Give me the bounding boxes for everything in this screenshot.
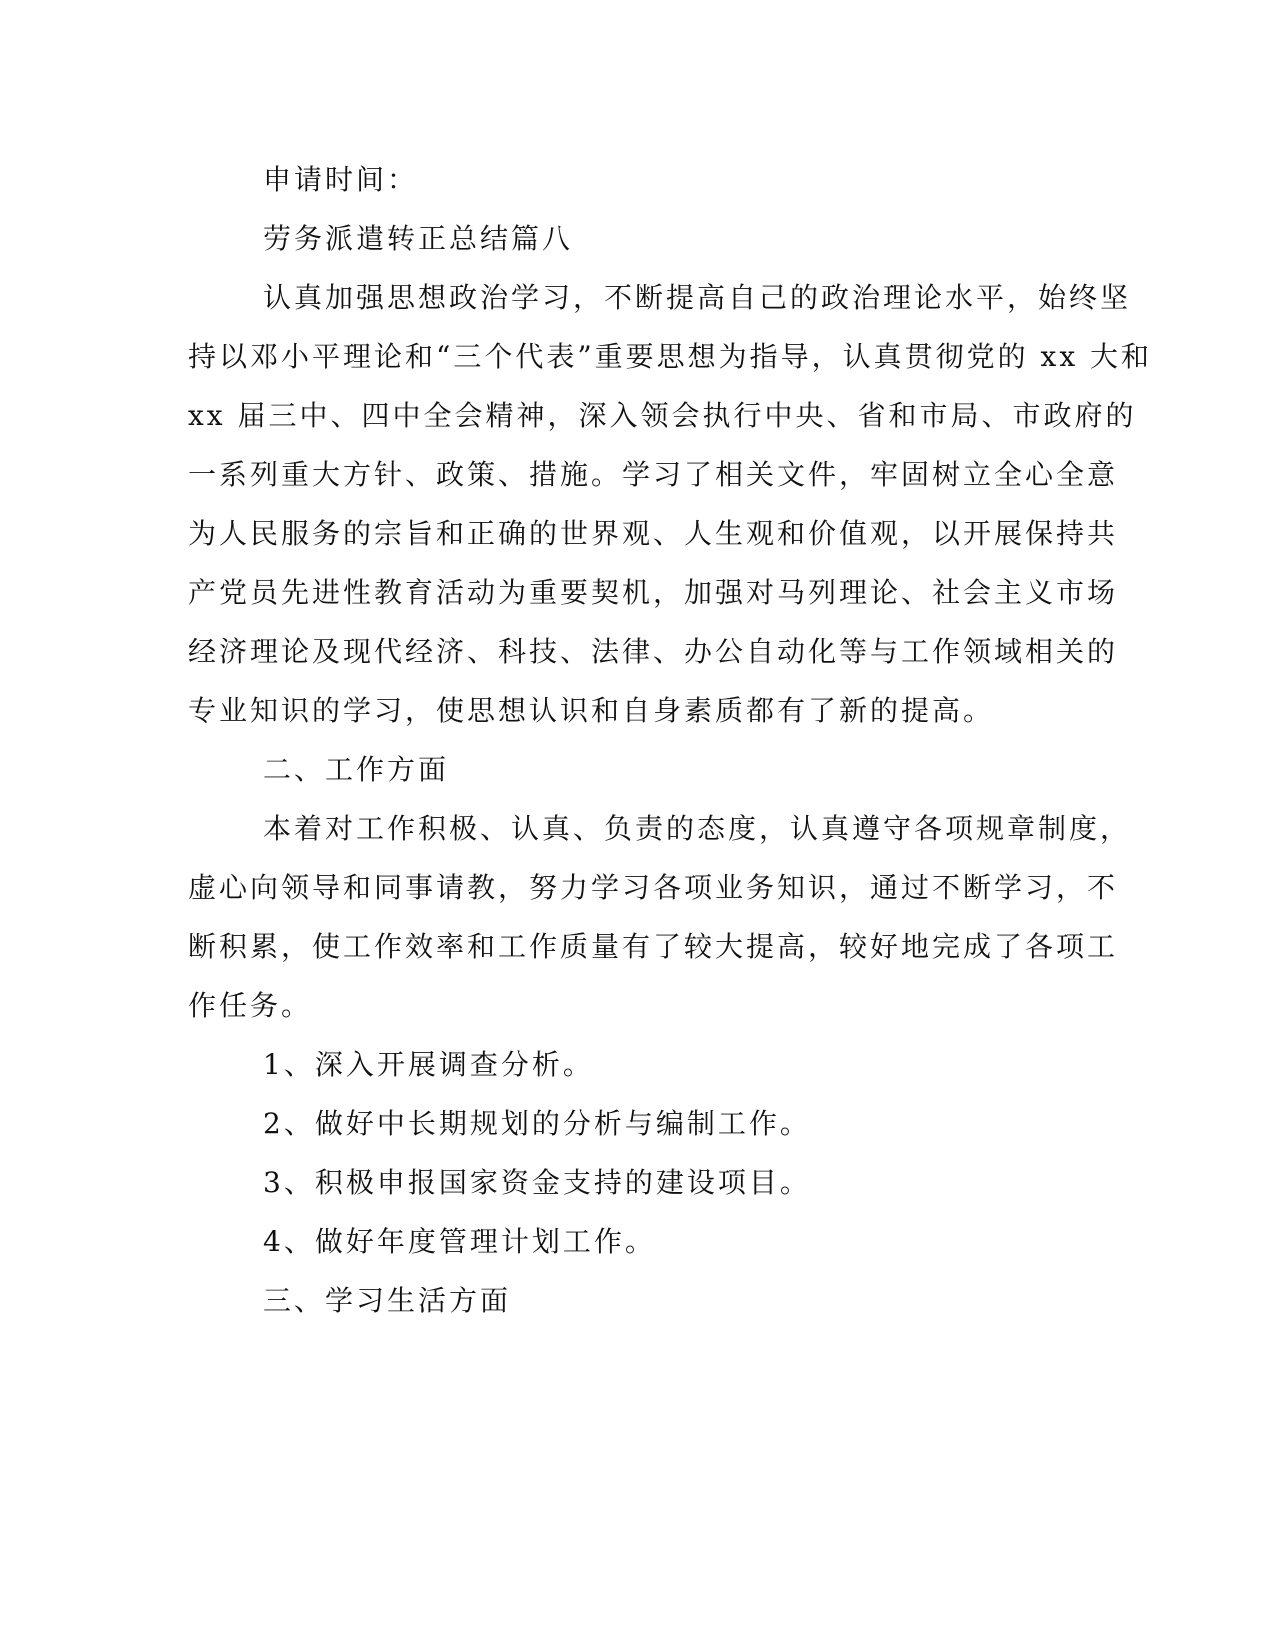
- paragraph-line: 持以邓小平理论和“三个代表”重要思想为指导，认真贯彻党的 xx 大和: [188, 340, 1153, 373]
- section-heading-work: 二、工作方面: [263, 753, 450, 786]
- paragraph-line: 经济理论及现代经济、科技、法律、办公自动化等与工作领域相关的: [188, 635, 1119, 668]
- section-heading-study-life: 三、学习生活方面: [263, 1284, 512, 1317]
- list-item: 3、积极申报国家资金支持的建设项目。: [263, 1166, 811, 1199]
- paragraph-line: 产党员先进性教育活动为重要契机，加强对马列理论、社会主义市场: [188, 576, 1119, 609]
- paragraph-line: 专业知识的学习，使思想认识和自身素质都有了新的提高。: [188, 694, 995, 727]
- paragraph-line: xx 届三中、四中全会精神，深入领会执行中央、省和市局、市政府的: [188, 399, 1137, 432]
- paragraph-line: 认真加强思想政治学习，不断提高自己的政治理论水平，始终坚: [263, 281, 1132, 314]
- section-title: 劳务派遣转正总结篇八: [263, 222, 574, 255]
- paragraph-line: 虚心向领导和同事请教，努力学习各项业务知识，通过不断学习，不: [188, 871, 1119, 904]
- paragraph-line: 本着对工作积极、认真、负责的态度，认真遵守各项规章制度，: [263, 812, 1132, 845]
- list-item: 2、做好中长期规划的分析与编制工作。: [263, 1107, 811, 1140]
- list-item: 1、深入开展调查分析。: [263, 1048, 594, 1081]
- paragraph-line: 为人民服务的宗旨和正确的世界观、人生观和价值观，以开展保持共: [188, 517, 1119, 550]
- application-date-label: 申请时间：: [263, 163, 419, 196]
- paragraph-line: 作任务。: [188, 989, 313, 1022]
- list-item: 4、做好年度管理计划工作。: [263, 1225, 656, 1258]
- paragraph-line: 一系列重大方针、政策、措施。学习了相关文件，牢固树立全心全意: [188, 458, 1119, 491]
- paragraph-line: 断积累，使工作效率和工作质量有了较大提高，较好地完成了各项工: [188, 930, 1119, 963]
